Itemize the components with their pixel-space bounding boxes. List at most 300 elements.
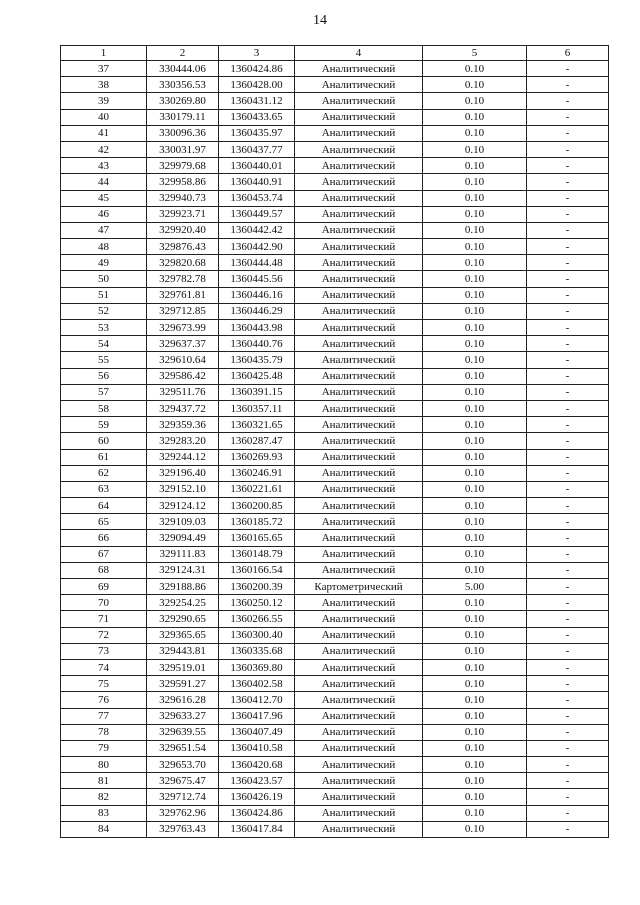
note-cell: - <box>527 643 609 659</box>
table-row <box>61 77 609 93</box>
accuracy-cell: 0.10 <box>423 190 527 206</box>
method-cell: Аналитический <box>295 611 423 627</box>
point-number-cell: 69 <box>61 579 147 595</box>
accuracy-cell: 0.10 <box>423 449 527 465</box>
table-row <box>61 141 609 157</box>
x-coordinate-cell: 329196.40 <box>147 465 219 481</box>
method-cell: Аналитический <box>295 546 423 562</box>
point-number-cell: 41 <box>61 125 147 141</box>
accuracy-cell: 0.10 <box>423 320 527 336</box>
table-row <box>61 595 609 611</box>
table-row <box>61 239 609 255</box>
table-row <box>61 789 609 805</box>
x-coordinate-cell: 330031.97 <box>147 141 219 157</box>
method-cell: Аналитический <box>295 222 423 238</box>
point-number-cell: 56 <box>61 368 147 384</box>
point-number-cell: 50 <box>61 271 147 287</box>
x-coordinate-cell: 329920.40 <box>147 222 219 238</box>
note-cell: - <box>527 449 609 465</box>
x-coordinate-cell: 329637.37 <box>147 336 219 352</box>
accuracy-cell: 0.10 <box>423 287 527 303</box>
note-cell: - <box>527 692 609 708</box>
accuracy-cell: 0.10 <box>423 465 527 481</box>
point-number-cell: 78 <box>61 724 147 740</box>
method-cell: Аналитический <box>295 158 423 174</box>
point-number-cell: 49 <box>61 255 147 271</box>
method-cell: Аналитический <box>295 125 423 141</box>
note-cell: - <box>527 287 609 303</box>
note-cell: - <box>527 805 609 821</box>
accuracy-cell: 0.10 <box>423 352 527 368</box>
method-cell: Аналитический <box>295 190 423 206</box>
note-cell: - <box>527 465 609 481</box>
accuracy-cell: 0.10 <box>423 109 527 125</box>
accuracy-cell: 0.10 <box>423 676 527 692</box>
accuracy-cell: 0.10 <box>423 222 527 238</box>
accuracy-cell: 0.10 <box>423 336 527 352</box>
note-cell: - <box>527 125 609 141</box>
table-row <box>61 481 609 497</box>
y-coordinate-cell: 1360412.70 <box>219 692 295 708</box>
note-cell: - <box>527 514 609 530</box>
accuracy-cell: 0.10 <box>423 61 527 77</box>
point-number-cell: 47 <box>61 222 147 238</box>
y-coordinate-cell: 1360424.86 <box>219 805 295 821</box>
table-row <box>61 190 609 206</box>
y-coordinate-cell: 1360335.68 <box>219 643 295 659</box>
x-coordinate-cell: 329675.47 <box>147 773 219 789</box>
note-cell: - <box>527 433 609 449</box>
accuracy-cell: 0.10 <box>423 206 527 222</box>
y-coordinate-cell: 1360435.97 <box>219 125 295 141</box>
y-coordinate-cell: 1360246.91 <box>219 465 295 481</box>
accuracy-cell: 0.10 <box>423 789 527 805</box>
x-coordinate-cell: 329109.03 <box>147 514 219 530</box>
accuracy-cell: 0.10 <box>423 546 527 562</box>
x-coordinate-cell: 329761.81 <box>147 287 219 303</box>
method-cell: Аналитический <box>295 336 423 352</box>
point-number-cell: 43 <box>61 158 147 174</box>
table-row <box>61 206 609 222</box>
x-coordinate-cell: 330269.80 <box>147 93 219 109</box>
table-body <box>61 61 609 838</box>
y-coordinate-cell: 1360446.16 <box>219 287 295 303</box>
method-cell: Аналитический <box>295 384 423 400</box>
note-cell: - <box>527 676 609 692</box>
accuracy-cell: 0.10 <box>423 271 527 287</box>
x-coordinate-cell: 329586.42 <box>147 368 219 384</box>
y-coordinate-cell: 1360321.65 <box>219 417 295 433</box>
page-number: 14 <box>313 13 327 28</box>
x-coordinate-cell: 329673.99 <box>147 320 219 336</box>
note-cell: - <box>527 821 609 837</box>
point-number-cell: 73 <box>61 643 147 659</box>
y-coordinate-cell: 1360440.91 <box>219 174 295 190</box>
accuracy-cell: 0.10 <box>423 433 527 449</box>
method-cell: Аналитический <box>295 368 423 384</box>
x-coordinate-cell: 329979.68 <box>147 158 219 174</box>
x-coordinate-cell: 329519.01 <box>147 659 219 675</box>
method-cell: Аналитический <box>295 77 423 93</box>
note-cell: - <box>527 481 609 497</box>
point-number-cell: 72 <box>61 627 147 643</box>
y-coordinate-cell: 1360443.98 <box>219 320 295 336</box>
table-row <box>61 692 609 708</box>
y-coordinate-cell: 1360166.54 <box>219 562 295 578</box>
accuracy-cell: 0.10 <box>423 611 527 627</box>
method-cell: Аналитический <box>295 109 423 125</box>
note-cell: - <box>527 579 609 595</box>
x-coordinate-cell: 329152.10 <box>147 481 219 497</box>
accuracy-cell: 0.10 <box>423 530 527 546</box>
x-coordinate-cell: 329254.25 <box>147 595 219 611</box>
x-coordinate-cell: 329712.85 <box>147 303 219 319</box>
y-coordinate-cell: 1360446.29 <box>219 303 295 319</box>
table-row <box>61 821 609 837</box>
note-cell: - <box>527 271 609 287</box>
accuracy-cell: 0.10 <box>423 805 527 821</box>
y-coordinate-cell: 1360200.39 <box>219 579 295 595</box>
x-coordinate-cell: 329111.83 <box>147 546 219 562</box>
x-coordinate-cell: 329511.76 <box>147 384 219 400</box>
table-row <box>61 579 609 595</box>
point-number-cell: 57 <box>61 384 147 400</box>
y-coordinate-cell: 1360407.49 <box>219 724 295 740</box>
method-cell: Аналитический <box>295 465 423 481</box>
method-cell: Аналитический <box>295 659 423 675</box>
point-number-cell: 59 <box>61 417 147 433</box>
y-coordinate-cell: 1360423.57 <box>219 773 295 789</box>
point-number-cell: 77 <box>61 708 147 724</box>
table-row <box>61 287 609 303</box>
point-number-cell: 38 <box>61 77 147 93</box>
table-row <box>61 449 609 465</box>
table-row <box>61 627 609 643</box>
y-coordinate-cell: 1360300.40 <box>219 627 295 643</box>
y-coordinate-cell: 1360185.72 <box>219 514 295 530</box>
point-number-cell: 61 <box>61 449 147 465</box>
accuracy-cell: 0.10 <box>423 708 527 724</box>
x-coordinate-cell: 329443.81 <box>147 643 219 659</box>
y-coordinate-cell: 1360391.15 <box>219 384 295 400</box>
accuracy-cell: 0.10 <box>423 740 527 756</box>
method-cell: Аналитический <box>295 757 423 773</box>
point-number-cell: 54 <box>61 336 147 352</box>
point-number-cell: 48 <box>61 239 147 255</box>
table-row <box>61 336 609 352</box>
method-cell: Аналитический <box>295 627 423 643</box>
method-cell: Аналитический <box>295 789 423 805</box>
point-number-cell: 76 <box>61 692 147 708</box>
method-cell: Аналитический <box>295 400 423 416</box>
y-coordinate-cell: 1360453.74 <box>219 190 295 206</box>
point-number-cell: 51 <box>61 287 147 303</box>
point-number-cell: 74 <box>61 659 147 675</box>
table-row <box>61 433 609 449</box>
accuracy-cell: 0.10 <box>423 400 527 416</box>
note-cell: - <box>527 384 609 400</box>
accuracy-cell: 0.10 <box>423 821 527 837</box>
y-coordinate-cell: 1360250.12 <box>219 595 295 611</box>
y-coordinate-cell: 1360433.65 <box>219 109 295 125</box>
y-coordinate-cell: 1360420.68 <box>219 757 295 773</box>
table-row <box>61 611 609 627</box>
note-cell: - <box>527 627 609 643</box>
point-number-cell: 79 <box>61 740 147 756</box>
accuracy-cell: 0.10 <box>423 77 527 93</box>
x-coordinate-cell: 329365.65 <box>147 627 219 643</box>
table-row <box>61 174 609 190</box>
y-coordinate-cell: 1360410.58 <box>219 740 295 756</box>
method-cell: Аналитический <box>295 320 423 336</box>
method-cell: Аналитический <box>295 562 423 578</box>
note-cell: - <box>527 417 609 433</box>
point-number-cell: 81 <box>61 773 147 789</box>
note-cell: - <box>527 255 609 271</box>
method-cell: Аналитический <box>295 141 423 157</box>
column-header: 6 <box>527 46 609 61</box>
accuracy-cell: 0.10 <box>423 255 527 271</box>
table-row <box>61 320 609 336</box>
note-cell: - <box>527 303 609 319</box>
table-row <box>61 465 609 481</box>
x-coordinate-cell: 329290.65 <box>147 611 219 627</box>
accuracy-cell: 0.10 <box>423 481 527 497</box>
accuracy-cell: 0.10 <box>423 562 527 578</box>
point-number-cell: 46 <box>61 206 147 222</box>
accuracy-cell: 5.00 <box>423 579 527 595</box>
y-coordinate-cell: 1360449.57 <box>219 206 295 222</box>
point-number-cell: 83 <box>61 805 147 821</box>
note-cell: - <box>527 498 609 514</box>
y-coordinate-cell: 1360442.42 <box>219 222 295 238</box>
table-row <box>61 109 609 125</box>
table-row <box>61 400 609 416</box>
x-coordinate-cell: 329244.12 <box>147 449 219 465</box>
x-coordinate-cell: 329633.27 <box>147 708 219 724</box>
method-cell: Аналитический <box>295 692 423 708</box>
method-cell: Аналитический <box>295 821 423 837</box>
x-coordinate-cell: 329283.20 <box>147 433 219 449</box>
note-cell: - <box>527 595 609 611</box>
accuracy-cell: 0.10 <box>423 627 527 643</box>
y-coordinate-cell: 1360445.56 <box>219 271 295 287</box>
method-cell: Аналитический <box>295 708 423 724</box>
method-cell: Аналитический <box>295 498 423 514</box>
accuracy-cell: 0.10 <box>423 384 527 400</box>
table-row <box>61 352 609 368</box>
x-coordinate-cell: 330179.11 <box>147 109 219 125</box>
table-row <box>61 498 609 514</box>
x-coordinate-cell: 329923.71 <box>147 206 219 222</box>
note-cell: - <box>527 174 609 190</box>
y-coordinate-cell: 1360402.58 <box>219 676 295 692</box>
point-number-cell: 63 <box>61 481 147 497</box>
point-number-cell: 39 <box>61 93 147 109</box>
x-coordinate-cell: 329820.68 <box>147 255 219 271</box>
x-coordinate-cell: 330444.06 <box>147 61 219 77</box>
x-coordinate-cell: 329712.74 <box>147 789 219 805</box>
table-row <box>61 255 609 271</box>
x-coordinate-cell: 329437.72 <box>147 400 219 416</box>
y-coordinate-cell: 1360417.84 <box>219 821 295 837</box>
x-coordinate-cell: 329124.12 <box>147 498 219 514</box>
x-coordinate-cell: 329958.86 <box>147 174 219 190</box>
method-cell: Аналитический <box>295 724 423 740</box>
note-cell: - <box>527 530 609 546</box>
note-cell: - <box>527 93 609 109</box>
table-row <box>61 125 609 141</box>
y-coordinate-cell: 1360369.80 <box>219 659 295 675</box>
x-coordinate-cell: 330096.36 <box>147 125 219 141</box>
note-cell: - <box>527 400 609 416</box>
column-header: 2 <box>147 46 219 61</box>
table-row <box>61 757 609 773</box>
table-row <box>61 368 609 384</box>
method-cell: Аналитический <box>295 417 423 433</box>
method-cell: Аналитический <box>295 239 423 255</box>
note-cell: - <box>527 61 609 77</box>
point-number-cell: 37 <box>61 61 147 77</box>
y-coordinate-cell: 1360269.93 <box>219 449 295 465</box>
y-coordinate-cell: 1360442.90 <box>219 239 295 255</box>
table-row <box>61 562 609 578</box>
table-row <box>61 93 609 109</box>
x-coordinate-cell: 329124.31 <box>147 562 219 578</box>
table-row <box>61 708 609 724</box>
table-row <box>61 773 609 789</box>
table-row <box>61 724 609 740</box>
point-number-cell: 82 <box>61 789 147 805</box>
column-header: 5 <box>423 46 527 61</box>
method-cell: Аналитический <box>295 481 423 497</box>
x-coordinate-cell: 329610.64 <box>147 352 219 368</box>
note-cell: - <box>527 352 609 368</box>
y-coordinate-cell: 1360435.79 <box>219 352 295 368</box>
point-number-cell: 58 <box>61 400 147 416</box>
x-coordinate-cell: 329639.55 <box>147 724 219 740</box>
point-number-cell: 62 <box>61 465 147 481</box>
method-cell: Аналитический <box>295 352 423 368</box>
method-cell: Аналитический <box>295 61 423 77</box>
accuracy-cell: 0.10 <box>423 174 527 190</box>
note-cell: - <box>527 141 609 157</box>
note-cell: - <box>527 239 609 255</box>
table-row <box>61 61 609 77</box>
y-coordinate-cell: 1360417.96 <box>219 708 295 724</box>
y-coordinate-cell: 1360444.48 <box>219 255 295 271</box>
note-cell: - <box>527 773 609 789</box>
note-cell: - <box>527 708 609 724</box>
method-cell: Аналитический <box>295 530 423 546</box>
y-coordinate-cell: 1360424.86 <box>219 61 295 77</box>
column-header: 3 <box>219 46 295 61</box>
accuracy-cell: 0.10 <box>423 158 527 174</box>
x-coordinate-cell: 329651.54 <box>147 740 219 756</box>
note-cell: - <box>527 109 609 125</box>
column-header: 4 <box>295 46 423 61</box>
point-number-cell: 40 <box>61 109 147 125</box>
x-coordinate-cell: 329762.96 <box>147 805 219 821</box>
x-coordinate-cell: 329653.70 <box>147 757 219 773</box>
table-header-row <box>61 46 609 61</box>
table-row <box>61 659 609 675</box>
column-header: 1 <box>61 46 147 61</box>
method-cell: Аналитический <box>295 643 423 659</box>
x-coordinate-cell: 329616.28 <box>147 692 219 708</box>
method-cell: Аналитический <box>295 449 423 465</box>
y-coordinate-cell: 1360431.12 <box>219 93 295 109</box>
accuracy-cell: 0.10 <box>423 141 527 157</box>
y-coordinate-cell: 1360437.77 <box>219 141 295 157</box>
point-number-cell: 53 <box>61 320 147 336</box>
note-cell: - <box>527 659 609 675</box>
note-cell: - <box>527 724 609 740</box>
method-cell: Картометрический <box>295 579 423 595</box>
method-cell: Аналитический <box>295 433 423 449</box>
table-row <box>61 303 609 319</box>
table-row <box>61 546 609 562</box>
accuracy-cell: 0.10 <box>423 417 527 433</box>
point-number-cell: 55 <box>61 352 147 368</box>
note-cell: - <box>527 190 609 206</box>
table-row <box>61 384 609 400</box>
table-row <box>61 222 609 238</box>
method-cell: Аналитический <box>295 805 423 821</box>
accuracy-cell: 0.10 <box>423 773 527 789</box>
accuracy-cell: 0.10 <box>423 757 527 773</box>
method-cell: Аналитический <box>295 514 423 530</box>
x-coordinate-cell: 329763.43 <box>147 821 219 837</box>
method-cell: Аналитический <box>295 174 423 190</box>
table-row <box>61 643 609 659</box>
note-cell: - <box>527 368 609 384</box>
y-coordinate-cell: 1360287.47 <box>219 433 295 449</box>
point-number-cell: 80 <box>61 757 147 773</box>
table-row <box>61 740 609 756</box>
accuracy-cell: 0.10 <box>423 595 527 611</box>
accuracy-cell: 0.10 <box>423 239 527 255</box>
accuracy-cell: 0.10 <box>423 368 527 384</box>
point-number-cell: 44 <box>61 174 147 190</box>
method-cell: Аналитический <box>295 287 423 303</box>
method-cell: Аналитический <box>295 595 423 611</box>
y-coordinate-cell: 1360440.01 <box>219 158 295 174</box>
table-row <box>61 514 609 530</box>
table-row <box>61 805 609 821</box>
note-cell: - <box>527 158 609 174</box>
note-cell: - <box>527 611 609 627</box>
accuracy-cell: 0.10 <box>423 498 527 514</box>
table-row <box>61 417 609 433</box>
y-coordinate-cell: 1360200.85 <box>219 498 295 514</box>
point-number-cell: 64 <box>61 498 147 514</box>
point-number-cell: 84 <box>61 821 147 837</box>
method-cell: Аналитический <box>295 206 423 222</box>
accuracy-cell: 0.10 <box>423 659 527 675</box>
method-cell: Аналитический <box>295 676 423 692</box>
x-coordinate-cell: 329359.36 <box>147 417 219 433</box>
note-cell: - <box>527 77 609 93</box>
note-cell: - <box>527 336 609 352</box>
y-coordinate-cell: 1360428.00 <box>219 77 295 93</box>
y-coordinate-cell: 1360221.61 <box>219 481 295 497</box>
accuracy-cell: 0.10 <box>423 643 527 659</box>
method-cell: Аналитический <box>295 773 423 789</box>
x-coordinate-cell: 329782.78 <box>147 271 219 287</box>
x-coordinate-cell: 329188.86 <box>147 579 219 595</box>
x-coordinate-cell: 329094.49 <box>147 530 219 546</box>
